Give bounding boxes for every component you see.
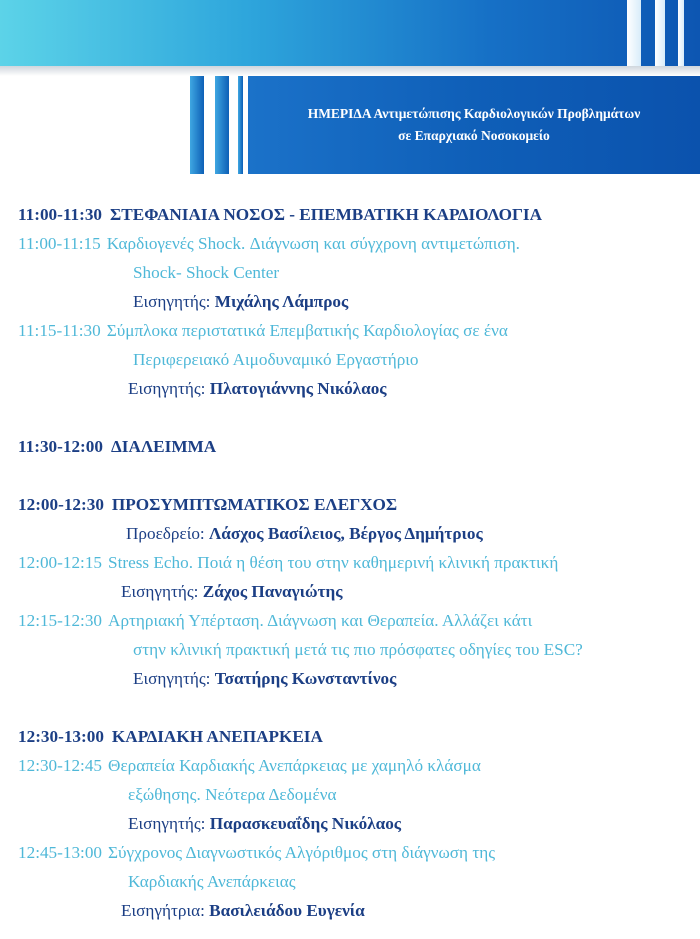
talk-time: 11:15-11:30	[18, 321, 101, 340]
speaker-line	[18, 809, 688, 838]
break-title: ΔΙΑΛΕΙΜΜΑ	[110, 437, 217, 456]
speaker-label: Εισηγητής:	[133, 292, 211, 311]
section-title: ΣΤΕΦΑΝΙΑΙΑ ΝΟΣΟΣ - ΕΠΕΜΒΑΤΙΚΗ ΚΑΡΔΙΟΛΟΓΙΑ	[110, 205, 543, 224]
talk-line-continued: Καρδιακής Ανεπάρκειας	[128, 872, 296, 891]
speaker-name: Πλατογιάννης Νικόλαος	[209, 379, 387, 398]
section-title: ΚΑΡΔΙΑΚΗ ΑΝΕΠΑΡΚΕΙΑ	[111, 727, 323, 746]
section-heading	[18, 722, 688, 751]
talk-line-continued: εξώθησης. Νεότερα Δεδομένα	[128, 785, 337, 804]
speaker-line	[18, 577, 688, 606]
talk-line	[18, 548, 688, 577]
talk-title: Σύμπλοκα περιστατικά Επεμβατικής Καρδιολογίας σε ένα	[106, 321, 508, 340]
section-heading	[18, 490, 688, 519]
section-title: ΠΡΟΣΥΜΠΤΩΜΑΤΙΚΟΣ ΕΛΕΓΧΟΣ	[111, 495, 398, 514]
talk-line	[18, 606, 688, 635]
break-time: 11:30-12:00	[18, 437, 103, 456]
section-time: 12:00-12:30	[18, 495, 104, 514]
talk-title: Stress Echo. Ποιά η θέση του στην καθημερινή κλινική πρακτική	[108, 553, 559, 572]
speaker-label: Εισηγητής:	[121, 582, 199, 601]
section-time: 11:00-11:30	[18, 205, 103, 224]
speaker-label: Εισηγήτρια:	[121, 901, 205, 920]
event-title-line2: σε Επαρχιακό Νοσοκομείο	[398, 128, 550, 143]
talk-time: 12:00-12:15	[18, 553, 103, 572]
chairs-line	[18, 519, 688, 548]
speaker-line	[18, 664, 688, 693]
event-title-banner	[248, 76, 700, 174]
event-title-line1: ΗΜΕΡΙΔΑ Αντιμετώπισης Καρδιολογικών Προβλημάτων	[307, 106, 641, 121]
program	[18, 200, 688, 925]
talk-time: 11:00-11:15	[18, 234, 101, 253]
talk-time: 12:45-13:00	[18, 843, 103, 862]
header-band	[0, 0, 700, 66]
speaker-name: Μιχάλης Λάμπρος	[214, 292, 349, 311]
talk-line-continued: στην κλινική πρακτική μετά τις πιο πρόσφατες οδηγίες του ESC?	[133, 640, 583, 659]
talk-line	[18, 229, 688, 258]
talk-time: 12:30-12:45	[18, 756, 103, 775]
spacer	[18, 693, 688, 722]
chairs-names: Λάσχος Βασίλειος, Βέργος Δημήτριος	[208, 524, 483, 543]
talk-title: Καρδιογενές Shock. Διάγνωση και σύγχρονη αντιμετώπιση.	[106, 234, 520, 253]
talk-title: Σύγχρονος Διαγνωστικός Αλγόριθμος στη διάγνωση της	[108, 843, 496, 862]
talk-line-continued: Περιφερειακό Αιμοδυναμικό Εργαστήριο	[133, 350, 419, 369]
talk-line	[18, 751, 688, 780]
spacer	[18, 461, 688, 490]
header-divider	[0, 66, 700, 76]
section-heading	[18, 200, 688, 229]
talk-line	[18, 838, 688, 867]
talk-title: Αρτηριακή Υπέρταση. Διάγνωση και Θεραπεία. Αλλάζει κάτι	[108, 611, 533, 630]
speaker-label: Εισηγητής:	[128, 379, 206, 398]
talk-time: 12:15-12:30	[18, 611, 103, 630]
speaker-line	[18, 287, 688, 316]
speaker-line	[18, 896, 688, 925]
speaker-line	[18, 374, 688, 403]
break-heading	[18, 432, 688, 461]
talk-line	[18, 316, 688, 345]
talk-line-continued: Shock- Shock Center	[133, 263, 280, 282]
speaker-name: Παρασκευαΐδης Νικόλαος	[209, 814, 402, 833]
speaker-label: Εισηγητής:	[133, 669, 211, 688]
speaker-name: Ζάχος Παναγιώτης	[202, 582, 343, 601]
chairs-label: Προεδρείο:	[126, 524, 205, 543]
talk-title: Θεραπεία Καρδιακής Ανεπάρκειας με χαμηλό κλάσμα	[108, 756, 481, 775]
speaker-name: Βασιλειάδου Ευγενία	[209, 901, 365, 920]
speaker-name: Τσατήρης Κωνσταντίνος	[214, 669, 397, 688]
speaker-label: Εισηγητής:	[128, 814, 206, 833]
section-time: 12:30-13:00	[18, 727, 104, 746]
spacer	[18, 403, 688, 432]
